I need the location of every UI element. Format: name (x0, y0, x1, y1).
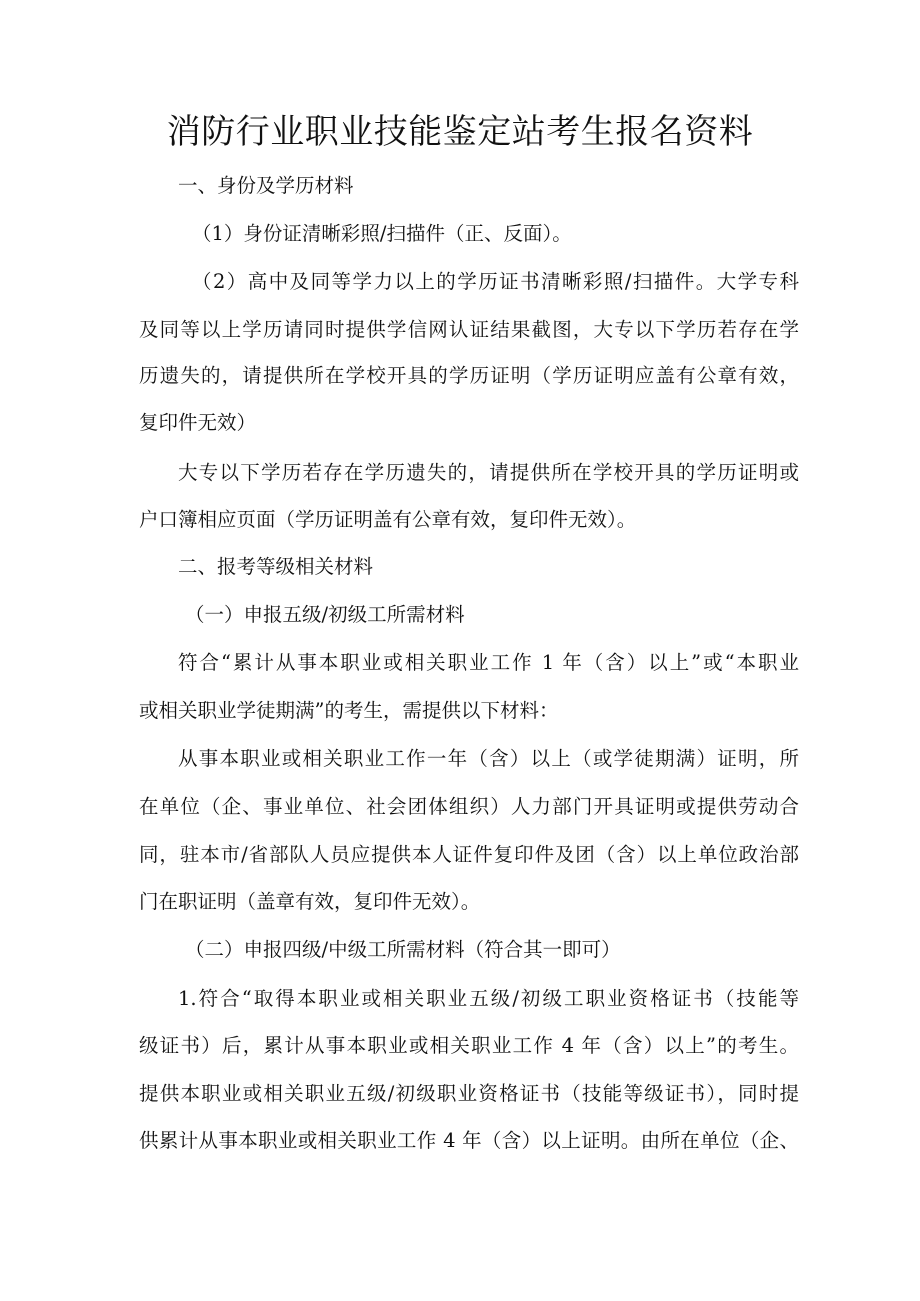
section1-item2-line4: 复印件无效） (139, 411, 257, 434)
section2-heading: 二、报考等级相关材料 (178, 555, 374, 578)
section2-sub2-heading: （二）申报四级/中级工所需材料（符合其一即可） (185, 938, 621, 961)
section2-sub2-item1-line2: 级证书）后，累计从事本职业或相关职业工作 4 年（含）以上”的考生。 (139, 1034, 799, 1057)
section2-sub1-cond-line1: 符合“累计从事本职业或相关职业工作 1 年（含）以上”或“本职业 (178, 651, 799, 674)
section1-heading: 一、身份及学历材料 (178, 174, 354, 197)
section2-sub1-heading: （一）申报五级/初级工所需材料 (185, 603, 465, 626)
section1-para-line1: 大专以下学历若存在学历遗失的，请提供所在学校开具的学历证明或 (178, 461, 799, 484)
section1-para-line2: 户口簿相应页面（学历证明盖有公章有效，复印件无效）。 (139, 508, 637, 531)
section1-item2-line3: 历遗失的，请提供所在学校开具的学历证明（学历证明应盖有公章有效， (139, 364, 799, 387)
section1-item1: （1）身份证清晰彩照/扫描件（正、反面）。 (192, 222, 572, 245)
section2-sub2-item1-line4: 供累计从事本职业或相关职业工作 4 年（含）以上证明。由所在单位（企、 (139, 1129, 799, 1152)
section2-sub1-proof-line3: 同，驻本市/省部队人员应提供本人证件复印件及团（含）以上单位政治部 (139, 843, 799, 866)
section2-sub2-item1-line1: 1.符合“取得本职业或相关职业五级/初级工职业资格证书（技能等 (178, 987, 799, 1010)
section2-sub1-cond-line2: 或相关职业学徒期满”的考生，需提供以下材料： (139, 699, 559, 722)
document-title: 消防行业职业技能鉴定站考生报名资料 (166, 112, 754, 152)
section2-sub1-proof-line2: 在单位（企、事业单位、社会团体组织）人力部门开具证明或提供劳动合 (139, 795, 799, 818)
section1-item2-line2: 及同等以上学历请同时提供学信网认证结果截图，大专以下学历若存在学 (139, 318, 799, 341)
section1-item2-line1: （2）高中及同等学力以上的学历证书清晰彩照/扫描件。大学专科 (192, 270, 799, 293)
section2-sub1-proof-line4: 门在职证明（盖章有效，复印件无效）。 (139, 890, 481, 913)
section2-sub1-proof-line1: 从事本职业或相关职业工作一年（含）以上（或学徒期满）证明，所 (178, 747, 799, 770)
section2-sub2-item1-line3: 提供本职业或相关职业五级/初级职业资格证书（技能等级证书），同时提 (139, 1082, 799, 1105)
